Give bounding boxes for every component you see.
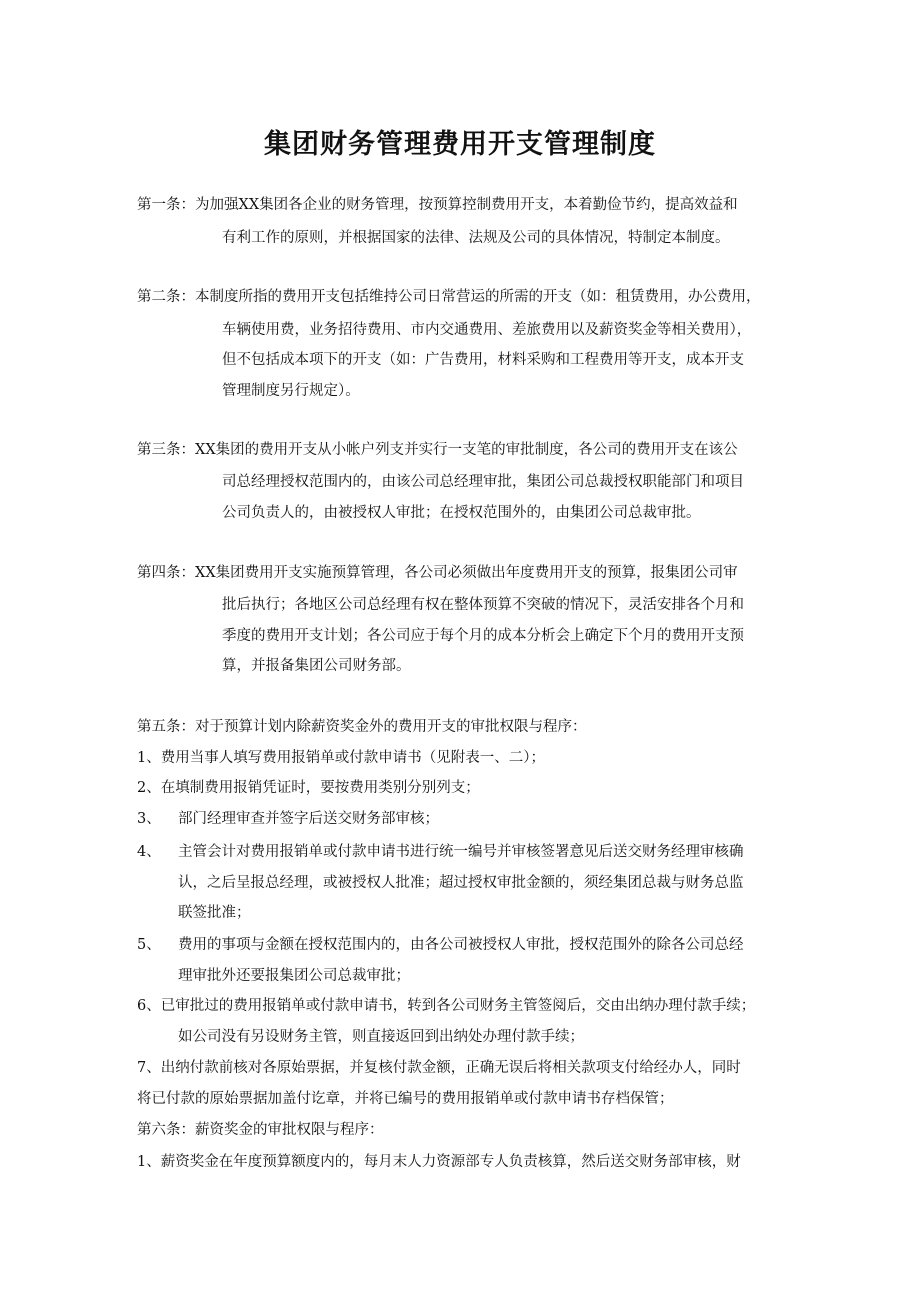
article-1-line-2: 有利工作的原则，并根据国家的法律、法规及公司的具体情况，特制定本制度。 — [222, 230, 730, 246]
article-5-heading: 第五条：对于预算计划内除薪资奖金外的费用开支的审批权限与程序： — [137, 719, 587, 735]
article-5-item-4-line-1: 主管会计对费用报销单或付款申请书进行统一编号并审核签署意见后送交财务经理审核确 — [178, 844, 744, 860]
article-2-line-1: 第二条：本制度所指的费用开支包括维持公司日常营运的所需的开支（如：租赁费用，办公费用， — [137, 289, 761, 305]
article-4-line-3: 季度的费用开支计划；各公司应于每个月的成本分析会上确定下个月的费用开支预 — [222, 628, 744, 644]
article-5-item-7-line-2: 将已付款的原始票据加盖付讫章，并将已编号的费用报销单或付款申请书存档保管； — [137, 1091, 674, 1107]
article-5-item-7-line-1: 7、出纳付款前核对各原始票据，并复核付款金额，正确无误后将相关款项支付给经办人，同时 — [137, 1060, 741, 1076]
article-3-line-3: 公司负责人的，由被授权人审批；在授权范围外的，由集团公司总裁审批。 — [222, 505, 701, 521]
article-6-item-1: 1、薪资奖金在年度预算额度内的，每月末人力资源部专人负责核算，然后送交财务部审核，财 — [137, 1154, 741, 1170]
article-5-item-3-number: 3、 — [137, 811, 161, 827]
article-5-item-4-line-3: 联签批准； — [178, 905, 251, 921]
article-1-line-1: 第一条：为加强XX集团各企业的财务管理，按预算控制费用开支，本着勤俭节约，提高效益和 — [137, 197, 738, 213]
article-5-item-4-line-2: 认，之后呈报总经理，或被授权人批准；超过授权审批金额的，须经集团总裁与财务总监 — [178, 875, 744, 891]
article-3-line-2: 司总经理授权范围内的，由该公司总经理审批，集团公司总裁授权职能部门和项目 — [222, 474, 744, 490]
article-4-line-1: 第四条：XX集团费用开支实施预算管理，各公司必须做出年度费用开支的预算，报集团公司审 — [137, 565, 738, 581]
article-2-line-4: 管理制度另行规定）。 — [222, 383, 360, 399]
article-4-line-4: 算，并报备集团公司财务部。 — [222, 658, 411, 674]
article-5-item-6-line-2: 如公司没有另设财务主管，则直接返回到出纳处办理付款手续； — [178, 1029, 584, 1045]
article-4-line-2: 批后执行；各地区公司总经理有权在整体预算不突破的情况下，灵活安排各个月和 — [222, 597, 744, 613]
article-2-line-2: 车辆使用费，业务招待费用、市内交通费用、差旅费用以及薪资奖金等相关费用）， — [222, 322, 752, 338]
article-6-heading: 第六条：薪资奖金的审批权限与程序： — [137, 1122, 384, 1138]
document-title: 集团财务管理费用开支管理制度 — [264, 129, 656, 160]
article-5-item-5-line-2: 理审批外还要报集团公司总裁审批； — [178, 968, 410, 984]
article-5-item-1: 1、费用当事人填写费用报销单或付款申请书（见附表一、二）； — [137, 750, 545, 766]
article-3-line-1: 第三条：XX集团的费用开支从小帐户列支并实行一支笔的审批制度，各公司的费用开支在该公 — [137, 442, 738, 458]
article-5-item-3: 部门经理审查并签字后送交财务部审核； — [178, 811, 439, 827]
article-5-item-5-line-1: 费用的事项与金额在授权范围内的，由各公司被授权人审批，授权范围外的除各公司总经 — [178, 937, 744, 953]
article-2-line-3: 但不包括成本项下的开支（如：广告费用，材料采购和工程费用等开支，成本开支 — [222, 352, 744, 368]
article-5-item-2: 2、在填制费用报销凭证时，要按费用类别分别列支； — [137, 780, 480, 796]
article-5-item-5-number: 5、 — [137, 937, 161, 953]
article-5-item-6-line-1: 6、已审批过的费用报销单或付款申请书，转到各公司财务主管签阅后，交由出纳办理付款手续； — [137, 998, 756, 1014]
article-5-item-4-number: 4、 — [137, 844, 161, 860]
